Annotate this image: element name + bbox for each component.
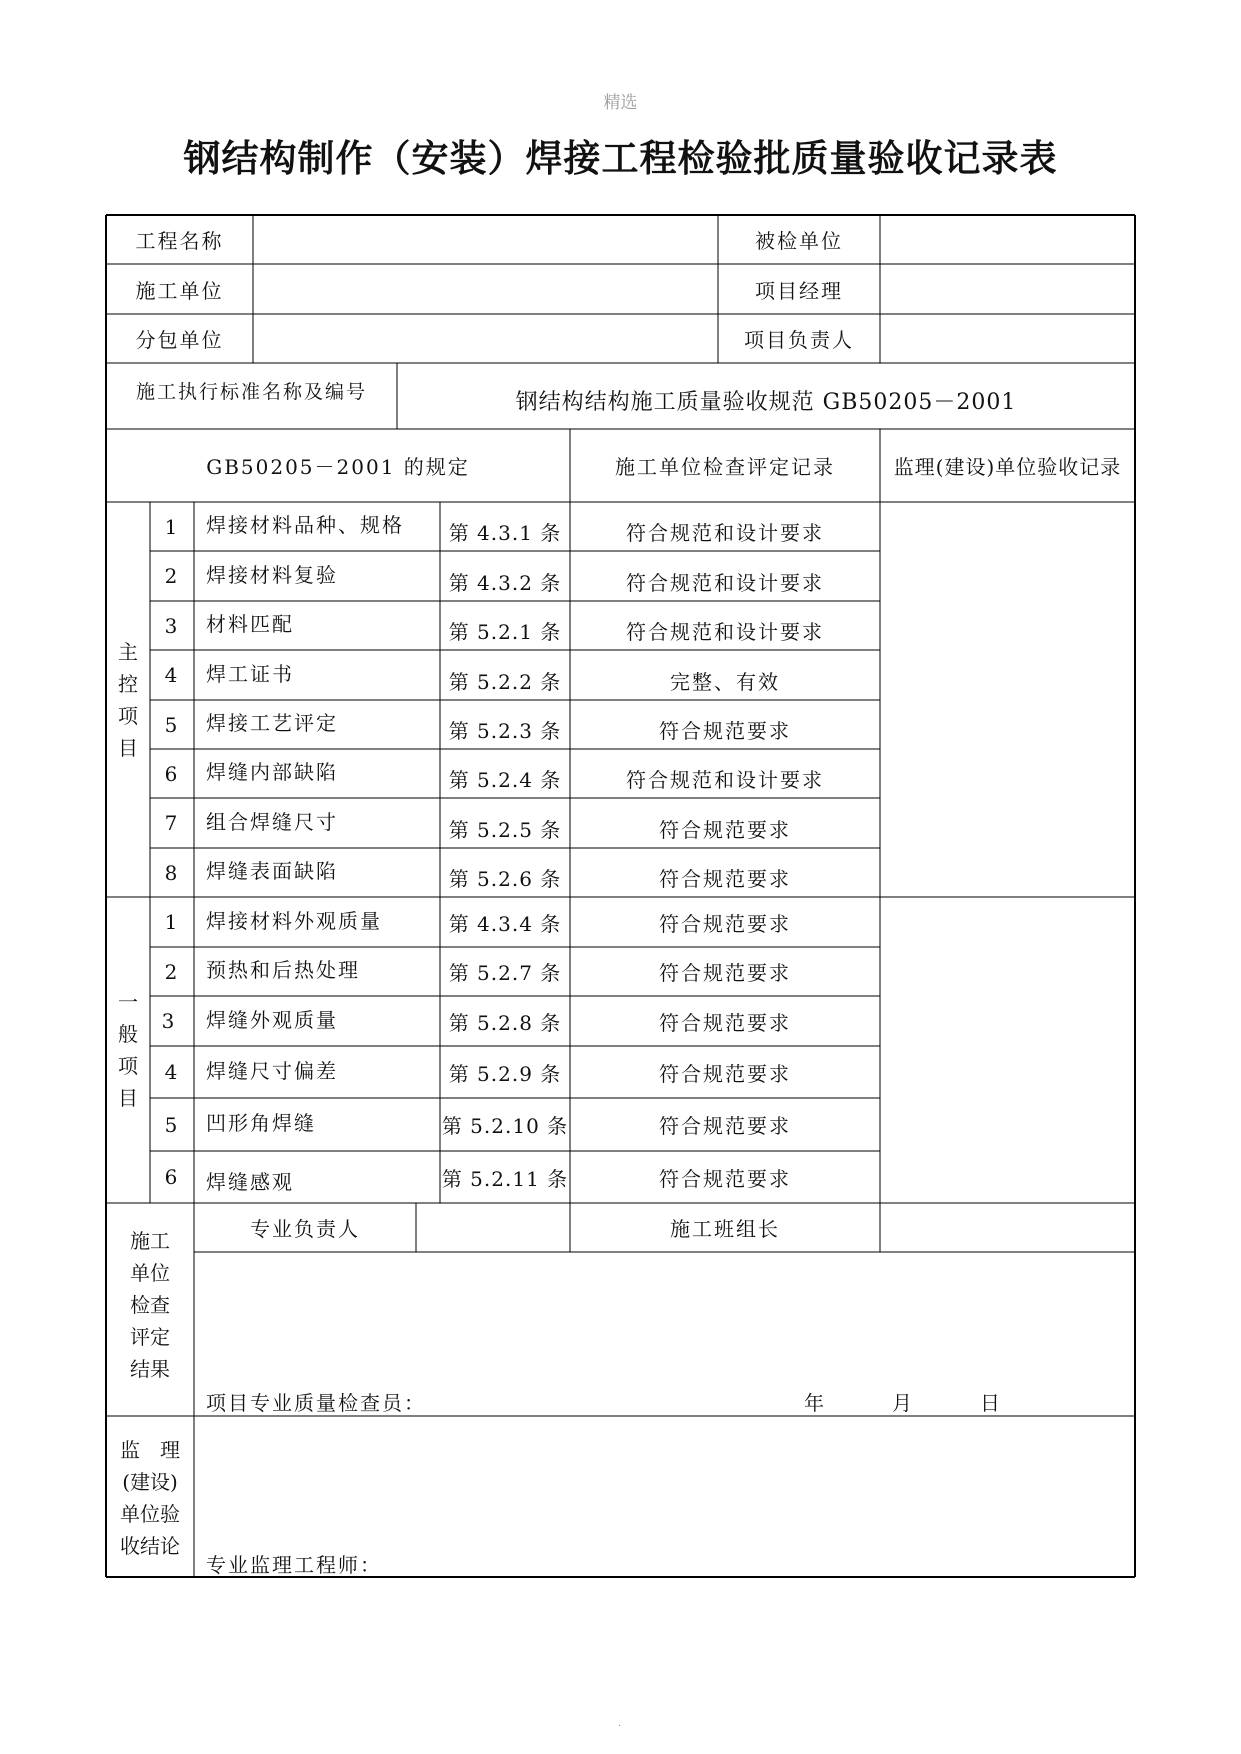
item-clause: 第 5.2.5 条: [448, 817, 562, 842]
team-leader-label: 施工班组长: [670, 1217, 780, 1241]
item-result: 符合规范要求: [659, 1166, 791, 1191]
item-number: 5: [164, 712, 180, 737]
item-clause: 第 5.2.2 条: [448, 669, 562, 694]
item-clause: 第 5.2.7 条: [448, 961, 562, 985]
item-result: 完整、有效: [670, 669, 780, 694]
item-name: 焊缝尺寸偏差: [206, 1058, 338, 1083]
general-items-label: [106, 897, 150, 1203]
standard-label: 施工执行标准名称及编号: [135, 381, 367, 403]
item-clause: 第 4.3.1 条: [448, 521, 562, 545]
general-label-char: 般: [118, 1022, 138, 1046]
item-clause: 第 5.2.1 条: [448, 620, 562, 644]
contractor-check-label: [106, 1225, 194, 1385]
item-name: 焊接工艺评定: [206, 711, 338, 735]
supervisor-record-header: 监理(建设)单位验收记录: [893, 455, 1122, 479]
main-control-label-char: 主: [118, 639, 138, 664]
main-control-label: [106, 502, 150, 897]
item-name: 凹形角焊缝: [206, 1111, 316, 1135]
contractor-check-label-line: 施工: [130, 1229, 170, 1253]
contractor-check-label-line: 评定: [130, 1325, 170, 1349]
item-number: 2: [164, 959, 180, 984]
item-number: 3: [161, 1009, 177, 1033]
item-number: 8: [164, 860, 180, 885]
item-name: 焊工证书: [206, 661, 294, 686]
item-result: 符合规范和设计要求: [626, 620, 824, 644]
page-title: 钢结构制作（安装）焊接工程检验批质量验收记录表: [183, 137, 1058, 180]
specialist-value[interactable]: [416, 1203, 570, 1252]
date-month: 月: [892, 1391, 914, 1415]
general-label-char: 目: [118, 1086, 138, 1110]
item-result: 符合规范要求: [659, 817, 791, 842]
item-number: 5: [164, 1112, 180, 1137]
main-control-label-char: 项: [118, 703, 138, 728]
item-result: 符合规范和设计要求: [626, 521, 824, 545]
subcontract-unit-value[interactable]: [253, 314, 718, 363]
item-result: 符合规范要求: [659, 1061, 791, 1086]
item-result: 符合规范和设计要求: [626, 570, 824, 595]
supervisor-check-label: [106, 1434, 194, 1564]
item-clause: 第 4.3.4 条: [448, 911, 562, 936]
subcontract-unit-label: 分包单位: [135, 328, 224, 352]
specialist-label: 专业负责人: [250, 1217, 360, 1241]
general-label-char: 一: [118, 990, 138, 1014]
item-clause: 第 4.3.2 条: [448, 570, 562, 595]
main-control-label-char: 目: [118, 735, 138, 760]
item-clause: 第 5.2.9 条: [448, 1061, 562, 1086]
project-manager-label: 项目经理: [755, 278, 843, 303]
item-clause: 第 5.2.3 条: [448, 719, 562, 743]
supervising-engineer-signature: 专业监理工程师：: [206, 1553, 382, 1577]
project-name-label: 工程名称: [135, 229, 224, 253]
supervisor-check-label-line: 收结论: [120, 1534, 180, 1558]
item-clause: 第 5.2.10 条: [441, 1114, 569, 1138]
item-result: 符合规范要求: [659, 961, 791, 985]
item-clause: 第 5.2.6 条: [448, 867, 562, 891]
item-name: 焊接材料复验: [206, 562, 338, 587]
item-result: 符合规范要求: [659, 911, 791, 936]
item-number: 4: [164, 663, 180, 687]
item-name: 焊接材料外观质量: [206, 908, 382, 933]
supervisor-check-label-line: 单位验: [120, 1502, 180, 1526]
item-number: 7: [164, 811, 180, 835]
item-clause: 第 5.2.11 条: [441, 1166, 569, 1191]
item-name: 组合焊缝尺寸: [206, 809, 338, 834]
construction-unit-label: 施工单位: [135, 278, 224, 303]
item-number: 4: [164, 1060, 180, 1084]
standard-value: 钢结构结构施工质量验收规范 GB50205－2001: [515, 389, 1017, 415]
item-result: 符合规范和设计要求: [626, 768, 824, 792]
item-number: 2: [164, 564, 180, 588]
item-number: 6: [164, 761, 180, 786]
item-result: 符合规范要求: [659, 867, 791, 891]
footer-dot: .: [618, 1718, 622, 1729]
item-name: 焊缝外观质量: [206, 1007, 338, 1032]
contractor-check-label-line: 检查: [130, 1293, 170, 1317]
date-day: 日: [980, 1391, 1002, 1415]
contractor-check-label-line: 单位: [130, 1261, 170, 1285]
quality-inspector-signature: 项目专业质量检查员：: [206, 1391, 426, 1415]
item-result: 符合规范要求: [659, 1114, 791, 1138]
spec-column-header: GB50205－2001 的规定: [206, 455, 470, 479]
team-leader-value[interactable]: [880, 1203, 1135, 1252]
watermark: 精选: [603, 93, 638, 113]
inspected-unit-label: 被检单位: [755, 229, 843, 253]
inspected-unit-value[interactable]: [880, 215, 1135, 264]
item-clause: 第 5.2.8 条: [448, 1010, 562, 1035]
item-result: 符合规范要求: [659, 719, 791, 743]
project-manager-value[interactable]: [880, 264, 1135, 314]
item-number: 6: [164, 1165, 180, 1189]
date-year: 年: [804, 1391, 826, 1415]
supervisor-check-label-line: 监 理: [120, 1438, 180, 1462]
project-leader-label: 项目负责人: [744, 328, 854, 352]
item-clause: 第 5.2.4 条: [448, 768, 562, 792]
supervisor-check-label-line: (建设): [122, 1470, 178, 1494]
project-name-value[interactable]: [253, 215, 718, 264]
contractor-record-header: 施工单位检查评定记录: [615, 455, 835, 479]
item-name: 材料匹配: [206, 612, 294, 636]
item-number: 1: [164, 514, 180, 539]
item-name: 焊缝感观: [206, 1169, 294, 1194]
construction-unit-value[interactable]: [253, 264, 718, 314]
general-label-char: 项: [118, 1054, 138, 1078]
item-number: 3: [164, 613, 180, 638]
main-control-label-char: 控: [118, 671, 138, 696]
item-name: 焊缝内部缺陷: [206, 760, 338, 784]
item-name: 预热和后热处理: [206, 958, 360, 982]
item-number: 1: [164, 910, 180, 934]
project-leader-value[interactable]: [880, 314, 1135, 363]
contractor-check-label-line: 结果: [130, 1357, 170, 1381]
item-result: 符合规范要求: [659, 1010, 791, 1035]
item-name: 焊缝表面缺陷: [206, 859, 338, 883]
item-name: 焊接材料品种、规格: [206, 513, 404, 537]
